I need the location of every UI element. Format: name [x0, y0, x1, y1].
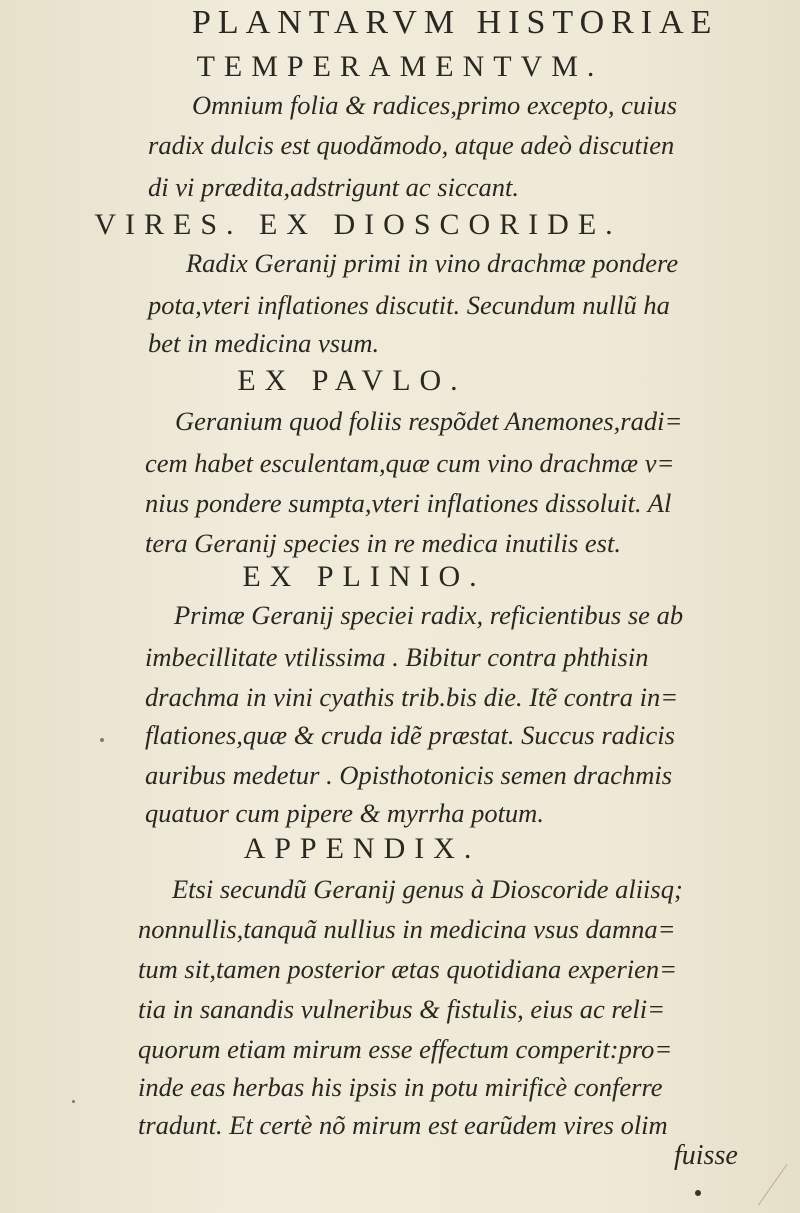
text-line: inde eas herbas his ipsis in potu mirificè conferre: [138, 1072, 663, 1102]
section-heading-paulo: EX PAVLO.: [237, 364, 467, 397]
section-heading-plinio: EX PLINIO.: [242, 560, 486, 593]
text-line: nonnullis,tanquã nullius in medicina vsus damna=: [138, 914, 676, 944]
text-line: tradunt. Et certè nõ mirum est earũdem vires olim: [138, 1110, 668, 1140]
catchword: fuisse: [674, 1140, 738, 1171]
text-line: nius pondere sumpta,vteri inflationes dissoluit. Al: [145, 488, 672, 518]
text-line: bet in medicina vsum.: [148, 328, 380, 358]
text-line: radix dulcis est quodămodo, atque adeò discutien: [148, 130, 675, 160]
section-heading-vires: VIRES. EX DIOSCORIDE.: [94, 208, 622, 241]
text-line: Omnium folia & radices,primo excepto, cuius: [192, 90, 678, 120]
text-line: quatuor cum pipere & myrrha potum.: [145, 798, 544, 828]
section-heading-temperamentum: TEMPERAMENTVM.: [196, 50, 604, 83]
text-line: pota,vteri inflationes discutit. Secundum nullũ ha: [148, 290, 670, 320]
text-line: di vi prædita,adstrigunt ac siccant.: [148, 172, 519, 202]
running-head: PLANTARVM HISTORIAE: [192, 4, 719, 41]
section-heading-appendix: APPENDIX.: [243, 832, 481, 865]
text-line: Geranium quod foliis respõdet Anemones,radi=: [175, 406, 683, 436]
text-line: auribus medetur . Opisthotonicis semen drachmis: [145, 760, 673, 790]
text-line: flationes,quæ & cruda idẽ præstat. Succus radicis: [145, 720, 675, 750]
text-line: quorum etiam mirum esse effectum comperit:pro=: [138, 1034, 673, 1064]
ink-dot: [100, 738, 104, 742]
ink-dot: [695, 1190, 701, 1196]
text-line: Etsi secundũ Geranij genus à Dioscoride aliisq;: [172, 874, 683, 904]
paper-crease: [758, 1164, 787, 1206]
text-line: drachma in vini cyathis trib.bis die. Itẽ contra in=: [145, 682, 679, 712]
text-line: Radix Geranij primi in vino drachmæ pondere: [186, 248, 679, 278]
text-line: Primæ Geranij speciei radix, reficientibus se ab: [174, 600, 684, 630]
ink-dot: [72, 1100, 75, 1103]
text-line: tera Geranij species in re medica inutilis est.: [145, 528, 621, 558]
text-line: tum sit,tamen posterior ætas quotidiana experien=: [138, 954, 678, 984]
text-line: cem habet esculentam,quæ cum vino drachmæ v=: [145, 448, 675, 478]
text-line: tia in sanandis vulneribus & fistulis, eius ac reli=: [138, 994, 666, 1024]
text-line: imbecillitate vtilissima . Bibitur contra phthisin: [145, 642, 649, 672]
